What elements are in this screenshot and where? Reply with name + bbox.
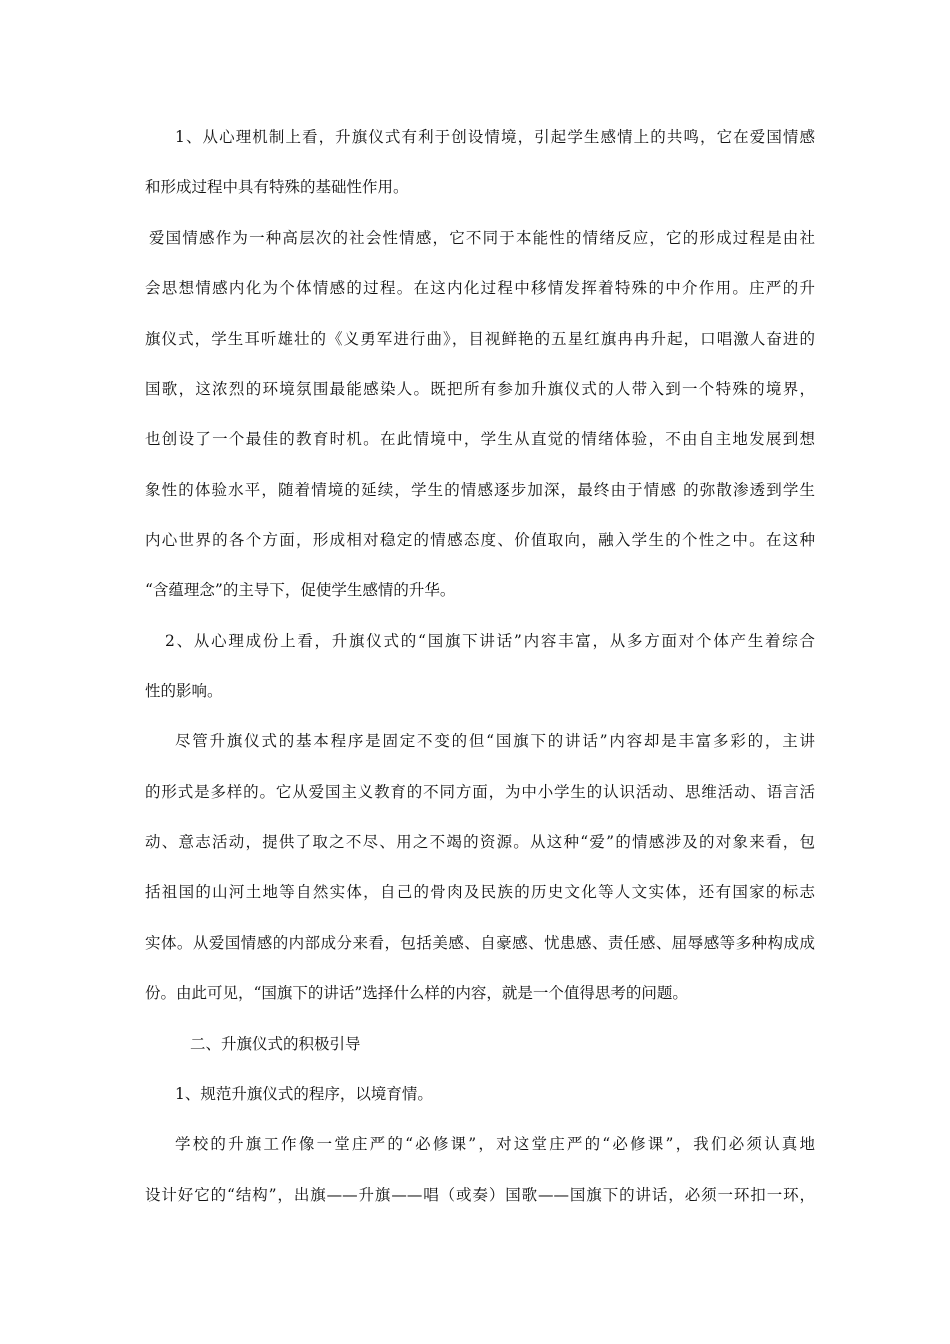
paragraph-3-heading-line-2: 性的影响。 (145, 682, 223, 700)
paragraph-4-line-5: 实体。从爱国情感的内部成分来看，包括美感、自豪感、忧患感、责任感、屈辱感等多种构成成 (145, 934, 815, 952)
paragraph-4-line-1: 尽管升旗仪式的基本程序是固定不变的但“国旗下的讲话”内容却是丰富多彩的，主讲 (175, 732, 815, 750)
paragraph-2-line-3: 旗仪式，学生耳听雄壮的《义勇军进行曲》，目视鲜艳的五星红旗冉冉升起，口唱激人奋进的 (145, 330, 815, 348)
paragraph-1-heading-line-2: 和形成过程中具有特殊的基础性作用。 (145, 178, 409, 196)
paragraph-3-heading-line-1: 2、从心理成份上看，升旗仪式的“国旗下讲话”内容丰富，从多方面对个体产生着综合 (165, 632, 815, 650)
paragraph-4-line-2: 的形式是多样的。它从爱国主义教育的不同方面，为中小学生的认识活动、思维活动、语言活 (145, 783, 815, 801)
paragraph-4-line-3: 动、意志活动，提供了取之不尽、用之不竭的资源。从这种“爱”的情感涉及的对象来看，包 (145, 833, 815, 851)
paragraph-2-line-2: 会思想情感内化为个体情感的过程。在这内化过程中移情发挥着特殊的中介作用。庄严的升 (145, 279, 815, 297)
paragraph-1-heading-line-1: 1、从心理机制上看，升旗仪式有利于创设情境，引起学生感情上的共鸣，它在爱国情感 (175, 128, 815, 146)
section-heading: 二、升旗仪式的积极引导 (190, 1035, 361, 1053)
paragraph-2-line-4: 国歌，这浓烈的环境氛围最能感染人。既把所有参加升旗仪式的人带入到一个特殊的境界， (145, 380, 815, 398)
paragraph-4-line-4: 括祖国的山河土地等自然实体，自己的骨肉及民族的历史文化等人文实体，还有国家的标志 (145, 883, 815, 901)
paragraph-5-line-2: 设计好它的“结构”，出旗——升旗——唱（或奏）国歌——国旗下的讲话，必须一环扣一环， (145, 1186, 815, 1204)
paragraph-2-line-8: “含蕴理念”的主导下，促使学生感情的升华。 (145, 581, 456, 599)
paragraph-2-line-5: 也创设了一个最佳的教育时机。在此情境中，学生从直觉的情绪体验，不由自主地发展到想 (145, 430, 815, 448)
subsection-heading: 1、规范升旗仪式的程序，以境育情。 (175, 1085, 433, 1103)
paragraph-2-line-6: 象性的体验水平，随着情境的延续，学生的情感逐步加深，最终由于情感 的弥散渗透到学生 (145, 481, 815, 499)
paragraph-4-line-6: 份。由此可见，“国旗下的讲话”选择什么样的内容，就是一个值得思考的问题。 (145, 984, 688, 1002)
paragraph-2-line-7: 内心世界的各个方面，形成相对稳定的情感态度、价值取向，融入学生的个性之中。在这种 (145, 531, 815, 549)
paragraph-2-line-1: 爱国情感作为一种高层次的社会性情感，它不同于本能性的情绪反应，它的形成过程是由社 (149, 229, 815, 247)
paragraph-5-line-1: 学校的升旗工作像一堂庄严的“必修课”，对这堂庄严的“必修课”，我们必须认真地 (175, 1135, 815, 1153)
